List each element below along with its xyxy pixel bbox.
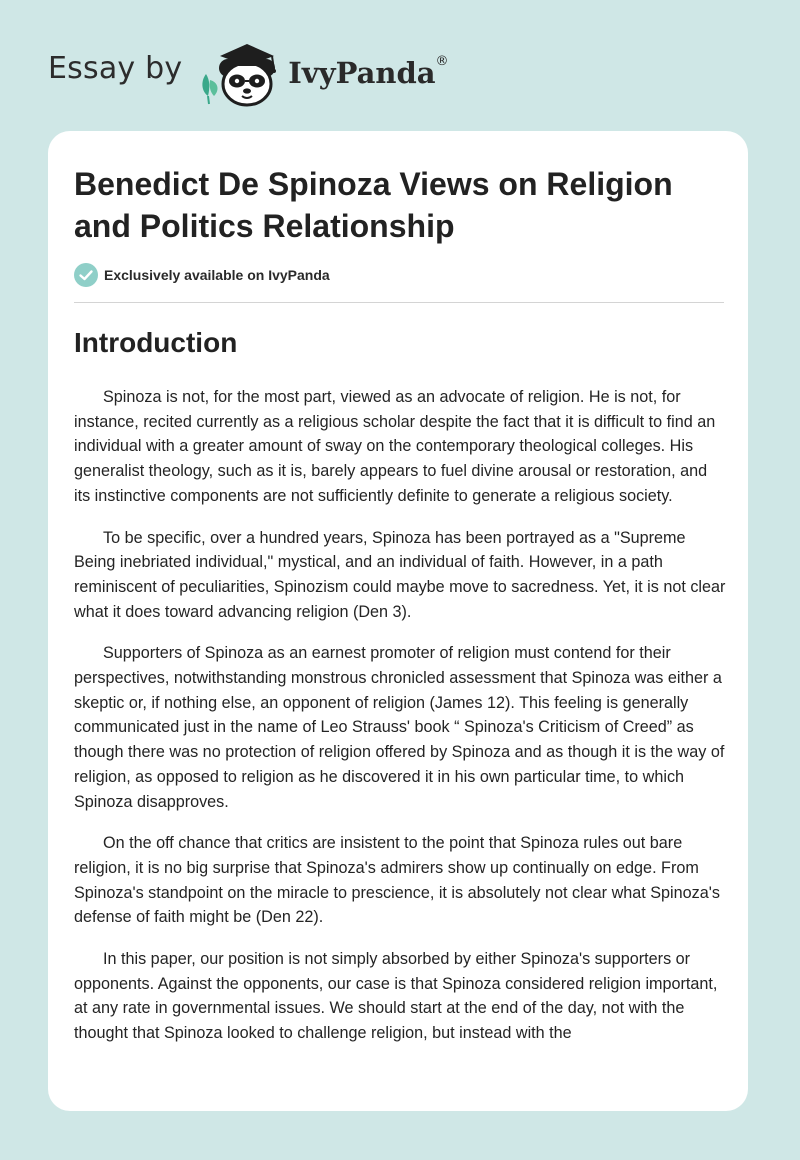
paragraph: To be specific, over a hundred years, Spinoza has been portrayed as a "Supreme Being inebriated individual," mystical, and an individual of faith. However, in a path reminiscent of peculiarities, Spinozism could maybe move to sacredness. Yet, it is not clear what it does toward advancing religion (Den 3). [74, 528, 726, 621]
panda-logo-icon[interactable] [196, 34, 292, 110]
check-circle-icon [74, 263, 98, 287]
site-header [48, 34, 548, 110]
page-title: Benedict De Spinoza Views on Religion and Politics Relationship [74, 166, 673, 244]
exclusive-badge-label: Exclusively available on IvyPanda [104, 267, 330, 283]
essay-card [48, 131, 748, 1111]
paragraph: Spinoza is not, for the most part, viewed as an advocate of religion. He is not, for instance, recited currently as a religious scholar despite the fact that it is difficult to find an individual with a greater amount of sway on the contemporary theological colleges. His generalist theology, such as it is, barely appears to fuel divine arousal or restoration, and its instinctive components are not sufficiently definite to generate a religious society. [74, 388, 716, 505]
essay-by-label: Essay by [48, 50, 183, 86]
divider [74, 302, 724, 303]
registered-mark: ® [435, 54, 449, 69]
brand-name[interactable]: IvyPanda® [288, 54, 449, 90]
section-heading: Introduction [74, 327, 238, 358]
paragraph: On the off chance that critics are insistent to the point that Spinoza rules out bare religion, it is no big surprise that Spinoza's admirers show up continually on edge. From Spinoza's standpoint on the miracle to prescience, it is absolutely not clear what Spinoza's defense of faith might be (Den 22). [74, 834, 720, 927]
paragraph: Supporters of Spinoza as an earnest promoter of religion must contend for their perspectives, notwithstanding monstrous chronicled assessment that Spinoza was either a skeptic or, if nothing else, an opponent of religion (James 12). This feeling is generally communicated just in the name of Leo Strauss' book “ Spinoza's Criticism of Creed” as though there was no protection of religion offered by Spinoza and as though it is the way of religion, as opposed to religion as he discovered it in his own particular time, to which Spinoza disapproves. [74, 644, 725, 811]
exclusive-badge [74, 263, 330, 287]
paragraph: In this paper, our position is not simply absorbed by either Spinoza's supporters or opponents. Against the opponents, our case is that Spinoza considered religion important, at any rate in governmental issues. We should start at the end of the day, not with the thought that Spinoza looked to challenge religion, but instead with the [74, 950, 718, 1043]
article-body [74, 385, 726, 1063]
